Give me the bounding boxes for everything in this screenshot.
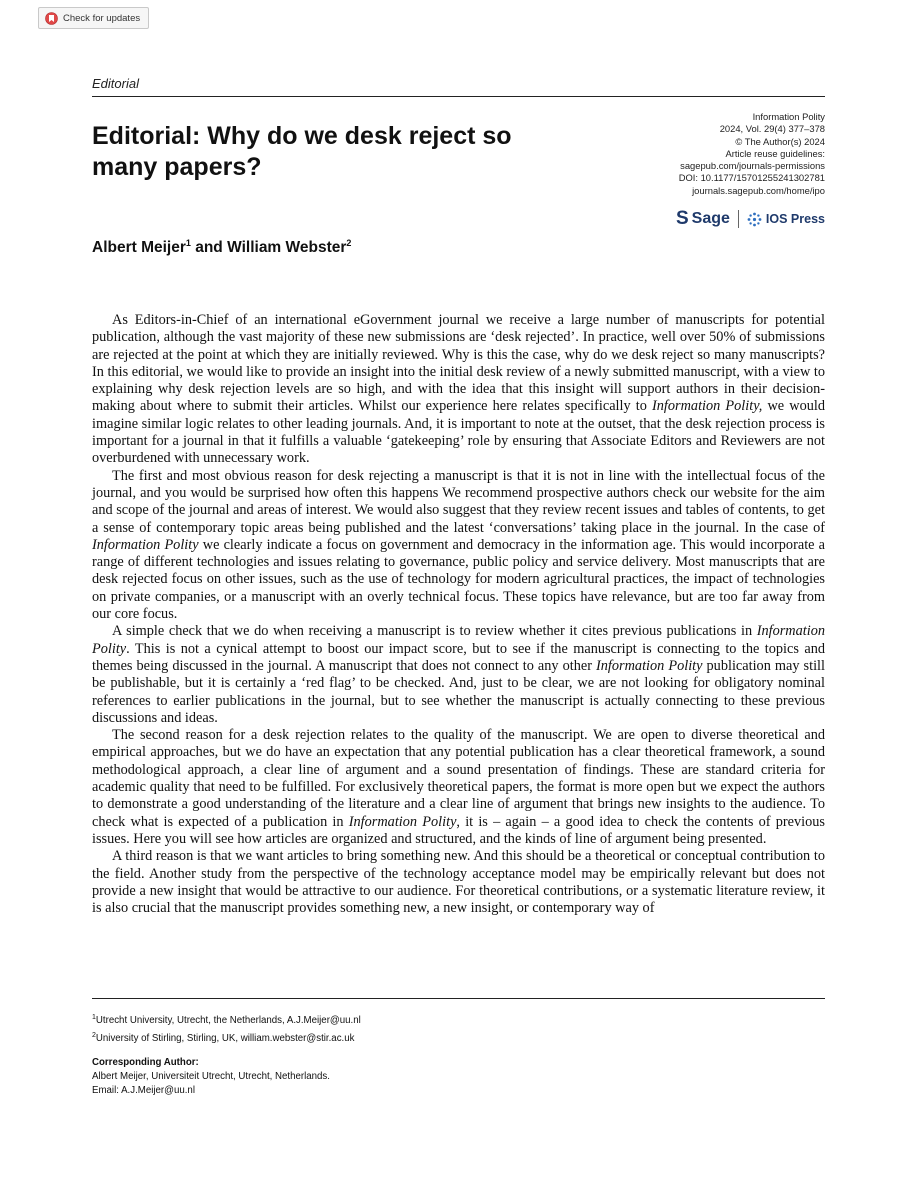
check-for-updates-label: Check for updates <box>63 12 141 24</box>
affiliation-mark: 1 <box>185 238 191 248</box>
footnote-divider <box>92 998 825 999</box>
journal-metadata <box>679 111 825 197</box>
author-name: William Webster <box>227 239 347 257</box>
volume-info: 2024, Vol. 29(4) 377–378 <box>719 123 825 135</box>
affiliation-mark: 2 <box>346 238 352 248</box>
check-for-updates-button[interactable] <box>38 7 149 29</box>
ios-press-logo: IOS Press <box>747 212 825 227</box>
copyright: © The Author(s) 2024 <box>735 135 825 147</box>
footnote: $^1$Utrecht University, Utrecht, the Netherlands, A.J.Meijer@uu.nl <box>92 1014 361 1027</box>
logo-separator <box>738 210 739 228</box>
reuse-link[interactable]: sagepub.com/journals-permissions <box>680 160 825 172</box>
crossmark-icon <box>45 12 58 25</box>
corresponding-label: Corresponding Author: <box>92 1057 199 1068</box>
body-paragraph: The first and most obvious reason for desk rejecting a manuscript is that it is not in line with the intellectual focus of the journal, and you would be surprised how often this happens We recommend prospective authors check our website for the aim and scope of the journal and areas of interest. We would also suggest that they review recent issues and tables of contents, to get a sense of contemporary topic areas being published and the latest ‘conversations’ taking place in the journal. In the case of Information Polity we clearly indicate a focus on government and democracy in the information age. This would incorporate a range of different technologies and issues relating to governance, public policy and service delivery. Most manuscripts that are desk rejected focus on other issues, such as the use of technology for modern agricultural practices, the impact of technologies on private companies, or a manuscript with an overly technical focus. These topics have relevance, but are too far away from our core focus. <box>92 467 825 623</box>
author-connector: and <box>195 239 223 257</box>
corresponding-affiliation: Albert Meijer, Universiteit Utrecht, Utrecht, Netherlands. <box>92 1071 330 1082</box>
affiliation-footnotes <box>92 1010 361 1046</box>
author-name: Albert Meijer <box>92 239 186 257</box>
article-body <box>92 312 825 917</box>
section-label: Editorial <box>92 76 139 91</box>
author-list <box>92 238 351 257</box>
doi-link[interactable]: DOI: 10.1177/15701255241302781 <box>678 172 825 184</box>
corresponding-author <box>92 1056 330 1098</box>
header-divider <box>92 96 825 97</box>
corresponding-email[interactable]: Email: A.J.Meijer@uu.nl <box>92 1085 195 1096</box>
sage-s-icon: S <box>675 208 689 229</box>
footnote: $^2$University of Stirling, Stirling, UK, william.webster@stir.ac.uk <box>92 1032 355 1045</box>
ios-press-dots-icon <box>747 212 762 227</box>
body-paragraph: The second reason for a desk rejection relates to the quality of the manuscript. We are open to diverse theoretical and empirical approaches, but we do have an expectation that any potential publication has a clear theoretical framework, a sound methodological approach, a clear line of argument and a sound presentation of findings. These are standard criteria for academic quality that need to be fulfilled. For exclusively theoretical papers, the format is more open but we expect the authors to demonstrate a good understanding of the literature and a clear line of argument that brings new insights to the audience. To check what is expected of a publication in Information Polity, it is – again – a good idea to check the contents of previous issues. Here you will see how articles are organized and structured, and the kinds of line of argument being presented. <box>92 727 825 847</box>
publisher-logos <box>676 208 825 230</box>
reuse-label: Article reuse guidelines: <box>725 147 825 159</box>
body-paragraph: As Editors-in-Chief of an international eGovernment journal we receive a large number of manuscripts for potential publication, although the vast majority of these new submissions are ‘desk rejected’. In practice, well over 50% of submissions are rejected at the point at which they are initially reviewed. Why is this the case, why do we desk reject so many manuscripts? In this editorial, we would like to provide an insight into the initial desk review of a newly submitted manuscript, with a view to explaining why desk rejection levels are so high, and with the idea that this insight will support authors in their decision-making about where to submit their articles. Whilst our experience here relates specifically to Information Polity, we would imagine similar logic relates to other leading journals. And, it is important to note at the outset, that the desk rejection process is important for a journal in that it fulfills a valuable ‘gatekeeping’ role by ensuring that Associate Editors and Reviewers are not overburdened with unnecessary work. <box>92 312 825 467</box>
body-paragraph: A simple check that we do when receiving a manuscript is to review whether it cites previous publications in Information Polity. This is not a cynical attempt to boost our impact score, but to see if the manuscript is connecting to the topics and themes being discussed in the journal. A manuscript that does not connect to any other Information Polity publication may still be publishable, but it is certainly a ‘red flag’ to be checked. And, just to be clear, we are not looking for obligatory nominal references to earlier publications in the journal, but to see whether the manuscript is actually connecting to these previous discussions and ideas. <box>92 623 825 726</box>
journal-homepage-link[interactable]: journals.sagepub.com/home/ipo <box>692 184 825 196</box>
journal-name: Information Polity <box>752 111 825 122</box>
article-title: Editorial: Why do we desk reject so many papers? <box>92 122 512 181</box>
body-paragraph: A third reason is that we want articles to bring something new. And this should be a theoretical or conceptual contribution to the field. Another study from the perspective of the technology acceptance model may be empirically relevant but does not provide a new insight that would be attractive to our audience. For theoretical contributions, or a systematic literature review, it is also crucial that the manuscript provides something new, a new insight, or contemporary way of <box>92 848 825 917</box>
sage-logo: S Sage <box>675 208 730 229</box>
